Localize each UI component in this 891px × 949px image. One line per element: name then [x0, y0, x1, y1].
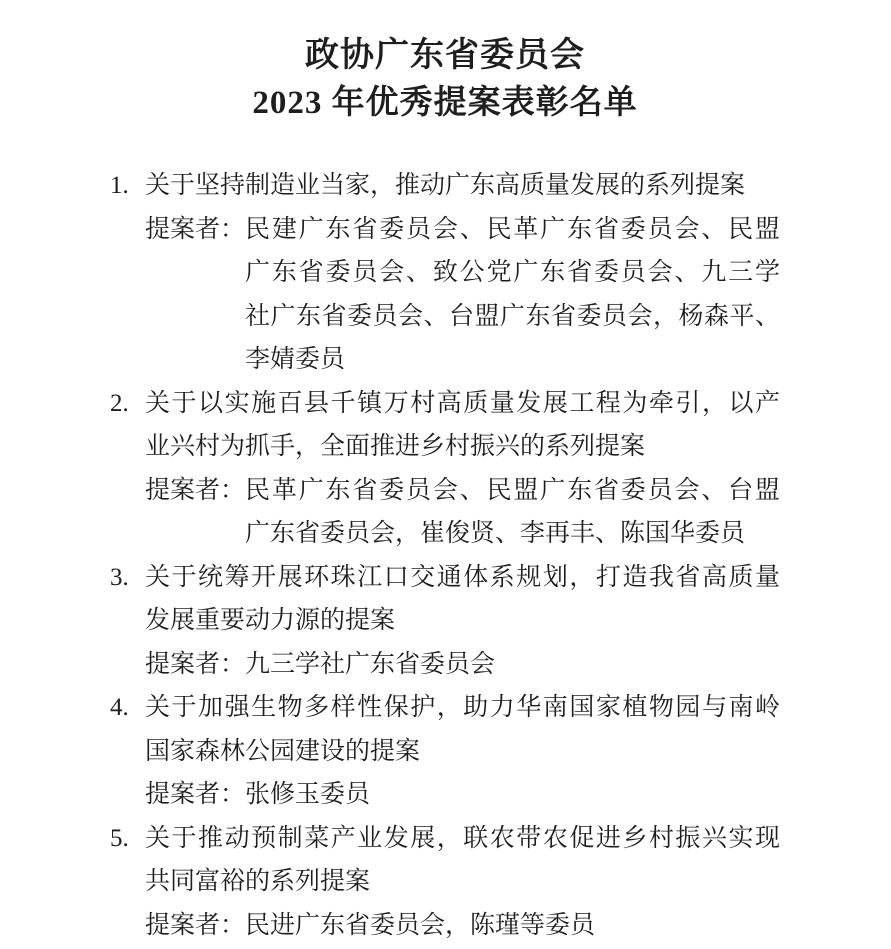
proposal-title-text: 关于以实施百县千镇万村高质量发展工程为牵引，以产 — [145, 389, 780, 417]
proposer-text: 民建广东省委员会、民革广东省委员会、民盟 — [245, 215, 780, 243]
proposal-item-4 — [110, 686, 780, 817]
proposer-text: 民革广东省委员会、民盟广东省委员会、台盟 — [245, 476, 780, 504]
item-number: 3. — [110, 563, 129, 591]
proposal-item-5 — [110, 817, 780, 948]
item-number: 1. — [110, 172, 129, 199]
proposer-line — [110, 773, 780, 817]
proposal-item-3 — [110, 556, 780, 687]
proposer-line — [110, 643, 780, 687]
proposer-text: 张修玉委员 — [245, 781, 371, 808]
proposer-text: 社广东省委员会、台盟广东省委员会，杨森平、 — [245, 302, 780, 330]
proposer-line — [110, 512, 780, 556]
proposal-title-line — [110, 817, 780, 861]
proposal-title-line — [110, 382, 780, 426]
proposal-title-text: 共同富裕的系列提案 — [145, 868, 371, 895]
proposer-label: 提案者： — [145, 476, 246, 504]
proposer-line — [110, 295, 780, 339]
proposal-title-text: 业兴村为抓手，全面推进乡村振兴的系列提案 — [145, 433, 646, 460]
proposer-line — [110, 338, 780, 382]
proposer-text: 广东省委员会、致公党广东省委员会、九三学 — [245, 259, 780, 286]
proposer-label: 提案者： — [145, 215, 246, 243]
item-number: 5. — [110, 824, 129, 852]
proposer-text: 九三学社广东省委员会 — [245, 650, 496, 678]
proposal-title-text: 关于坚持制造业当家，推动广东高质量发展的系列提案 — [145, 172, 746, 199]
proposer-label: 提案者： — [145, 911, 246, 939]
proposal-title-line — [110, 425, 780, 469]
proposer-line — [110, 208, 780, 252]
proposer-text: 李婧委员 — [245, 346, 346, 373]
proposal-item-2 — [110, 382, 780, 556]
proposer-label: 提案者： — [145, 650, 246, 678]
proposer-label: 提案者： — [145, 781, 246, 808]
proposal-title-text: 国家森林公园建设的提案 — [145, 737, 421, 765]
proposer-line — [110, 251, 780, 295]
document-subtitle: 2023 年优秀提案表彰名单 — [252, 85, 638, 121]
proposer-line — [110, 469, 780, 513]
proposal-title-line — [110, 860, 780, 904]
item-number: 2. — [110, 389, 129, 417]
proposal-list — [110, 164, 780, 947]
proposal-title-line — [110, 556, 780, 600]
proposal-title-text: 关于统筹开展环珠江口交通体系规划，打造我省高质量 — [145, 563, 780, 591]
proposer-text: 广东省委员会，崔俊贤、李再丰、陈国华委员 — [245, 520, 746, 547]
proposal-title-line — [110, 599, 780, 643]
proposer-line — [110, 904, 780, 948]
proposal-title-text: 关于推动预制菜产业发展，联农带农促进乡村振兴实现 — [145, 824, 780, 852]
proposer-text: 民进广东省委员会，陈瑾等委员 — [245, 911, 596, 939]
document-title: 政协广东省委员会 — [305, 37, 585, 74]
proposal-title-text: 发展重要动力源的提案 — [145, 607, 396, 634]
proposal-title-line — [110, 686, 780, 730]
proposal-title-line — [110, 730, 780, 774]
item-number: 4. — [110, 694, 129, 721]
proposal-title-text: 关于加强生物多样性保护，助力华南国家植物园与南岭 — [145, 694, 780, 721]
proposal-title-line — [110, 164, 780, 208]
proposal-item-1 — [110, 164, 780, 382]
